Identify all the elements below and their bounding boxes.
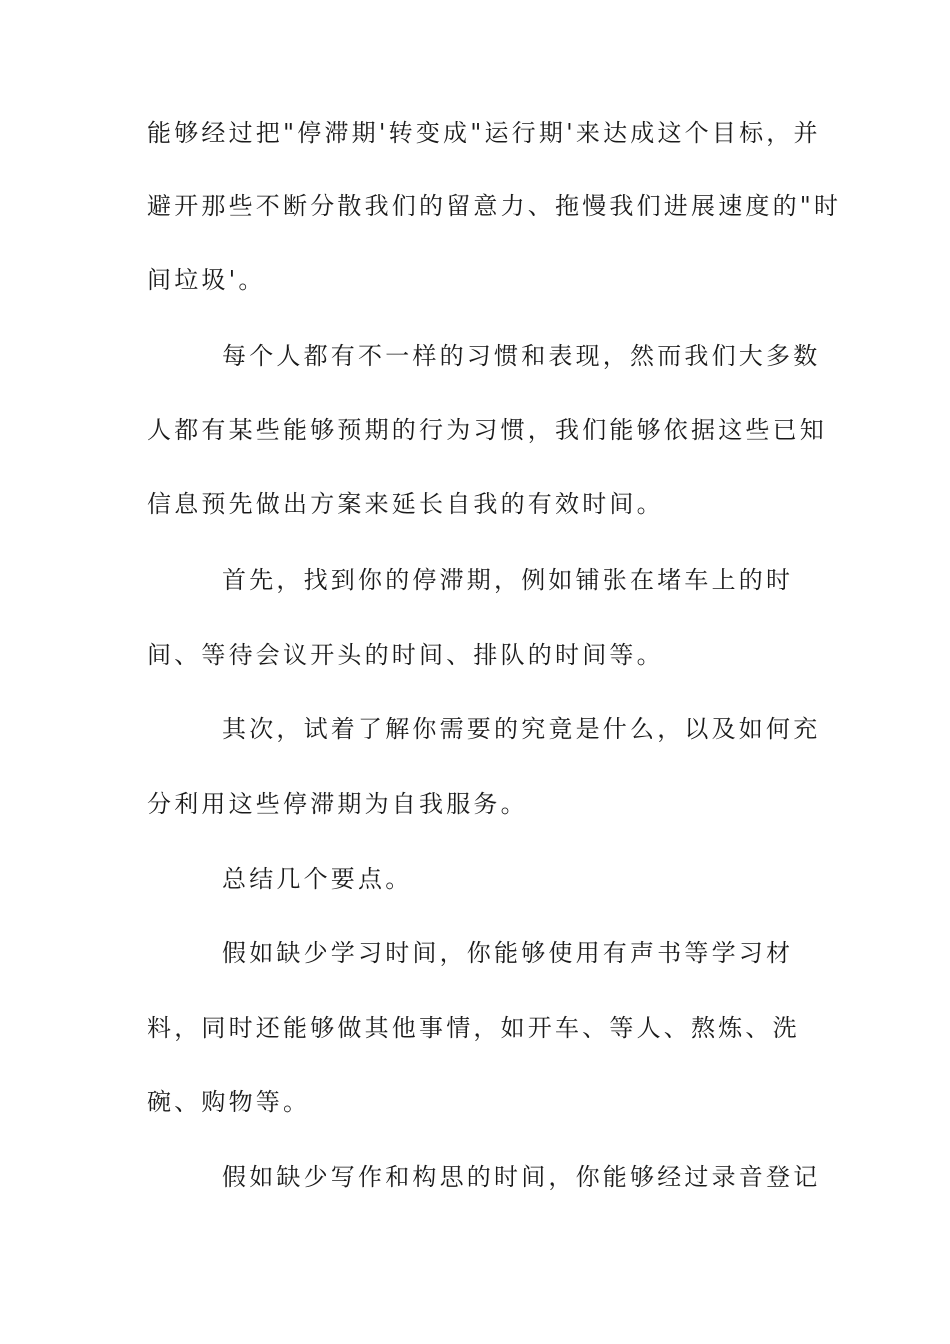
paragraph-first-line: 其次，试着了解你需要的究竟是什么，以及如何充 (222, 715, 821, 743)
paragraph-first-line: 首先，找到你的停滞期，例如铺张在堵车上的时 (222, 566, 794, 594)
text-line: 信息预先做出方案来延长自我的有效时间。 (147, 490, 664, 518)
text-line: 料，同时还能够做其他事情，如开车、等人、熬炼、洗 (147, 1014, 800, 1042)
paragraph-first-line: 假如缺少学习时间，你能够使用有声书等学习材 (222, 939, 794, 967)
paragraph-first-line: 每个人都有不一样的习惯和表现，然而我们大多数 (222, 342, 821, 370)
text-line: 碗、购物等。 (147, 1088, 311, 1116)
paragraph-first-line: 假如缺少写作和构思的时间，你能够经过录音登记 (222, 1163, 821, 1191)
text-line: 间、等待会议开头的时间、排队的时间等。 (147, 641, 664, 669)
text-line: 分利用这些停滞期为自我服务。 (147, 790, 528, 818)
paragraph-first-line: 总结几个要点。 (222, 865, 413, 893)
text-line: 能够经过把"停滞期'转变成"运行期'来达成这个目标，并 (147, 119, 821, 147)
text-line: 避开那些不断分散我们的留意力、拖慢我们进展速度的"时 (147, 192, 842, 220)
text-line: 间垃圾'。 (147, 266, 266, 294)
text-line: 人都有某些能够预期的行为习惯，我们能够依据这些已知 (147, 416, 827, 444)
